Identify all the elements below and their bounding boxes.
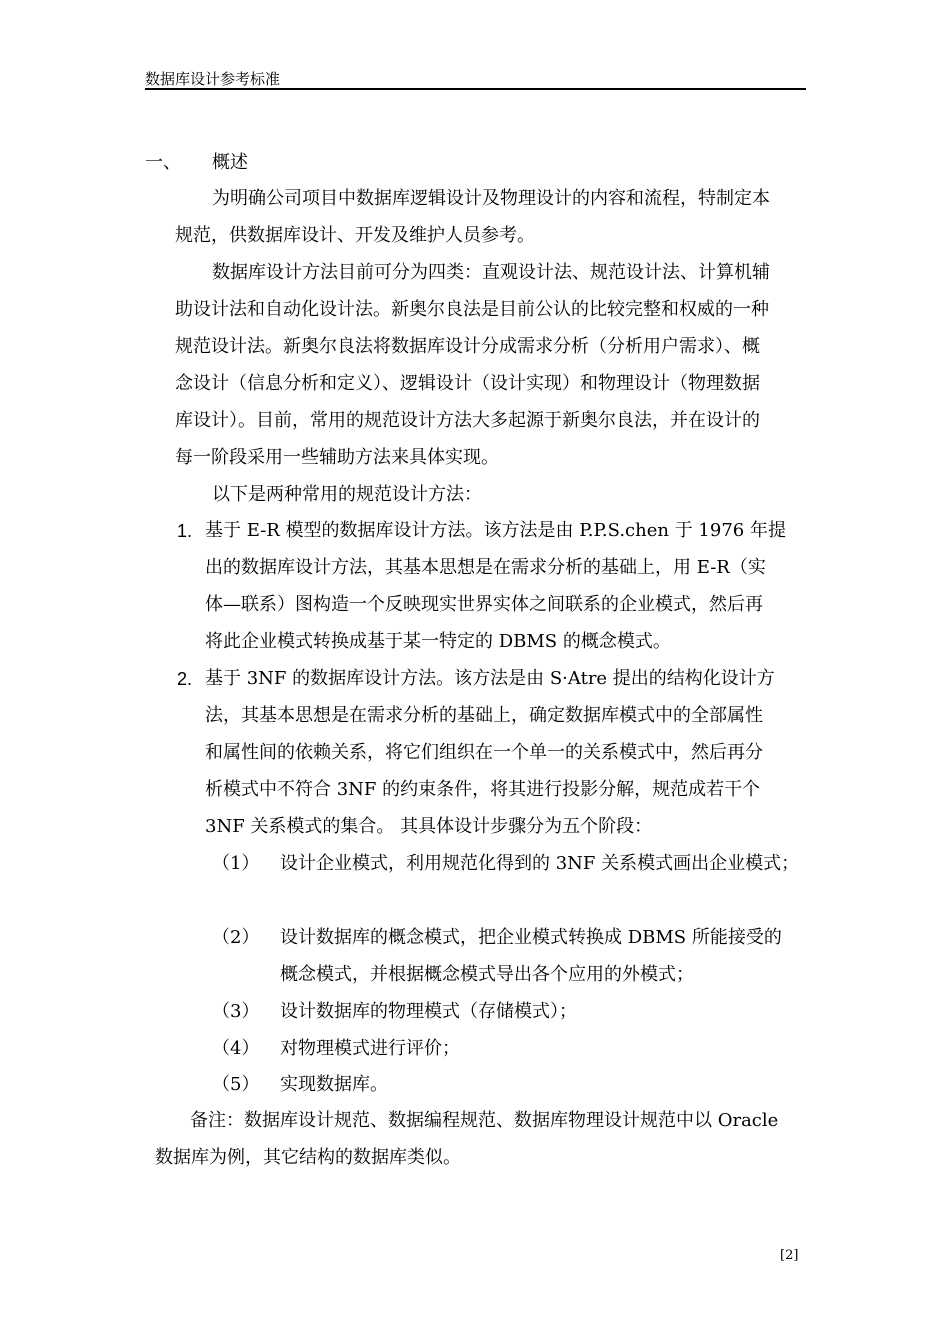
- step-number: （4）: [212, 1038, 260, 1059]
- running-header: 数据库设计参考标准: [145, 70, 281, 88]
- list-item-line: 将此企业模式转换成基于某一特定的 DBMS 的概念模式。: [205, 631, 671, 652]
- step-number: （5）: [212, 1074, 260, 1095]
- list-item-line: 法，其基本思想是在需求分析的基础上，确定数据库模式中的全部属性: [205, 705, 763, 726]
- paragraph-line: 助设计法和自动化设计法。新奥尔良法是目前公认的比较完整和权威的一种: [175, 299, 769, 320]
- step-line: 设计数据库的概念模式，把企业模式转换成 DBMS 所能接受的: [280, 927, 782, 948]
- paragraph-line: 数据库设计方法目前可分为四类：直观设计法、规范设计法、计算机辅: [212, 262, 770, 283]
- header-divider: [145, 88, 806, 90]
- step-line: 对物理模式进行评价；: [280, 1038, 460, 1059]
- paragraph-line: 库设计）。目前，常用的规范设计方法大多起源于新奥尔良法，并在设计的: [175, 410, 760, 431]
- step-line: 实现数据库。: [280, 1074, 388, 1095]
- note-line: 数据库为例，其它结构的数据库类似。: [155, 1147, 461, 1168]
- list-item-line: 和属性间的依赖关系，将它们组织在一个单一的关系模式中，然后再分: [205, 742, 763, 763]
- section-title: 概述: [212, 152, 248, 173]
- step-line: 设计数据库的物理模式（存储模式）；: [280, 1001, 577, 1022]
- paragraph-line: 念设计（信息分析和定义）、逻辑设计（设计实现）和物理设计（物理数据: [175, 373, 760, 394]
- list-item-line: 析模式中不符合 3NF 的约束条件，将其进行投影分解，规范成若干个: [205, 779, 761, 800]
- list-item-line: 3NF 关系模式的集合。 其具体设计步骤分为五个阶段：: [205, 816, 653, 837]
- list-number: 1.: [177, 521, 193, 541]
- step-number: （2）: [212, 927, 260, 948]
- section-number: 一、: [145, 152, 181, 173]
- page-number: [2]: [780, 1248, 799, 1263]
- note-line: 备注：数据库设计规范、数据编程规范、数据库物理设计规范中以 Oracle: [190, 1110, 779, 1131]
- step-line: 概念模式，并根据概念模式导出各个应用的外模式；: [280, 964, 694, 985]
- list-item-line: 出的数据库设计方法，其基本思想是在需求分析的基础上，用 E-R（实: [205, 557, 766, 578]
- list-number: 2.: [177, 669, 193, 689]
- paragraph-line: 规范，供数据库设计、开发及维护人员参考。: [175, 225, 535, 246]
- step-line: 设计企业模式，利用规范化得到的 3NF 关系模式画出企业模式；: [280, 853, 800, 874]
- paragraph-line: 规范设计法。新奥尔良法将数据库设计分成需求分析（分析用户需求）、概: [175, 336, 760, 357]
- list-item-line: 体—联系）图构造一个反映现实世界实体之间联系的企业模式，然后再: [205, 594, 763, 615]
- paragraph-line: 为明确公司项目中数据库逻辑设计及物理设计的内容和流程，特制定本: [212, 188, 770, 209]
- step-number: （3）: [212, 1001, 260, 1022]
- paragraph-line: 以下是两种常用的规范设计方法：: [212, 484, 482, 505]
- step-number: （1）: [212, 853, 260, 874]
- paragraph-line: 每一阶段采用一些辅助方法来具体实现。: [175, 447, 499, 468]
- list-item-line: 基于 E-R 模型的数据库设计方法。该方法是由 P.P.S.chen 于 1976 年提: [205, 520, 786, 541]
- list-item-line: 基于 3NF 的数据库设计方法。该方法是由 S·Atre 提出的结构化设计方: [205, 668, 775, 689]
